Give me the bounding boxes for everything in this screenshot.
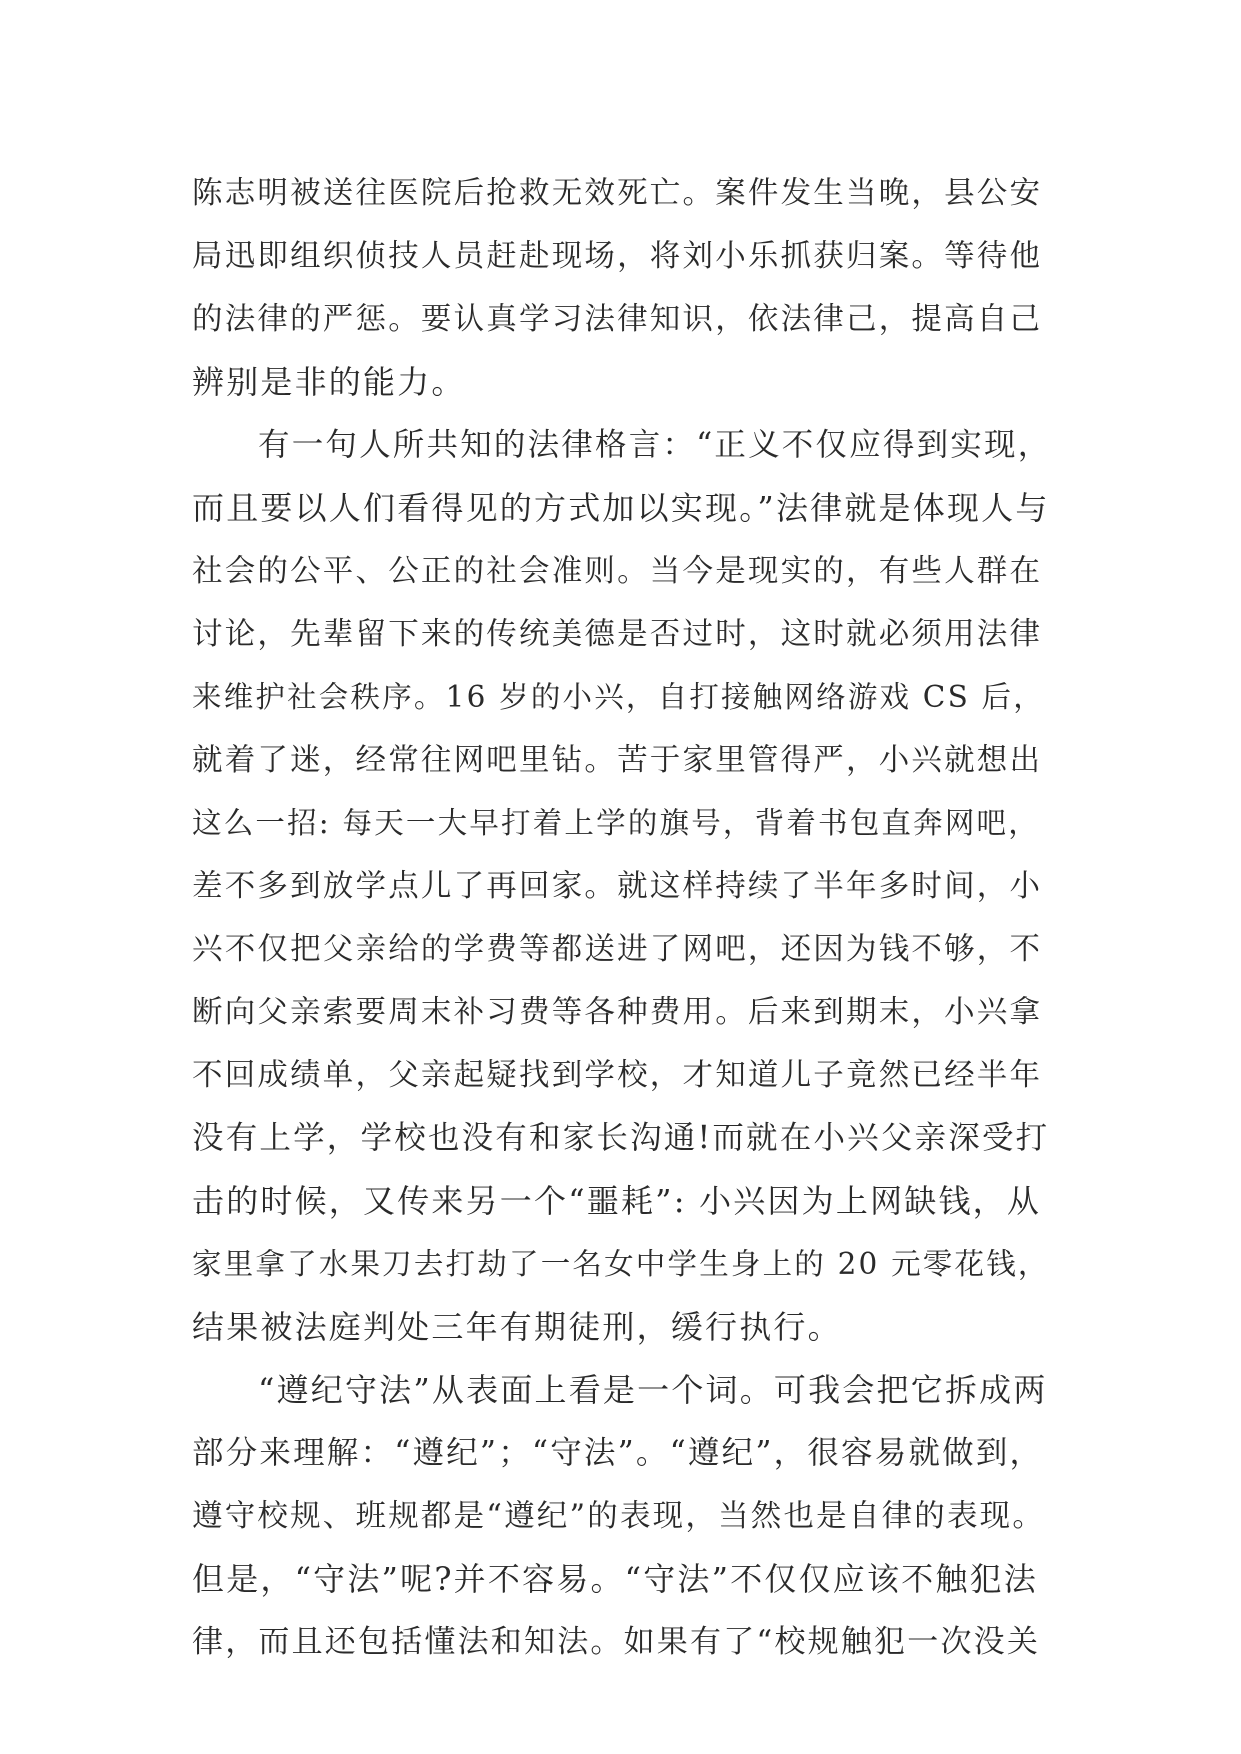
text-line: 就着了迷，经常往网吧里钻。苦于家里管得严，小兴就想出 <box>192 743 1043 778</box>
text-line: 社会的公平、公正的社会准则。当今是现实的，有些人群在 <box>192 554 1043 589</box>
text-line: 没有上学，学校也没有和家长沟通!而就在小兴父亲深受打 <box>192 1120 1050 1156</box>
text-line: 讨论，先辈留下来的传统美德是否过时，这时就必须用法律 <box>192 617 1043 652</box>
text-line: 家里拿了水果刀去打劫了一名女中学生身上的 20 元零花钱， <box>192 1247 1050 1281</box>
text-line: 这么一招: 每天一大早打着上学的旗号，背着书包直奔网吧， <box>192 806 1040 840</box>
text-line: 结果被法庭判处三年有期徒刑，缓行执行。 <box>192 1308 842 1346</box>
text-line: 不回成绩单，父亲起疑找到学校，才知道儿子竟然已经半年 <box>192 1058 1043 1093</box>
text-line: 断向父亲索要周末补习费等各种费用。后来到期末，小兴拿 <box>192 995 1043 1030</box>
text-line: 来维护社会秩序。16 岁的小兴，自打接触网络游戏 CS 后， <box>192 680 1045 714</box>
text-line: 兴不仅把父亲给的学费等都送进了网吧，还因为钱不够，不 <box>192 932 1043 967</box>
text-line: 辨别是非的能力。 <box>192 363 466 401</box>
paragraph-first-line: 有一句人所共知的法律格言：“正义不仅应得到实现， <box>258 427 1052 463</box>
text-line: 律，而且还包括懂法和知法。如果有了“校规触犯一次没关 <box>192 1624 1041 1660</box>
text-line: 部分来理解：“遵纪”；“守法”。“遵纪”，很容易就做到， <box>192 1435 1044 1471</box>
text-line: 击的时候，又传来另一个“噩耗”: 小兴因为上网缺钱，从 <box>192 1182 1042 1220</box>
text-line: 的法律的严惩。要认真学习法律知识，依法律己，提高自己 <box>192 302 1043 337</box>
text-line: 但是，“守法”呢?并不容易。“守法”不仅仅应该不触犯法 <box>192 1560 1038 1598</box>
text-line: 局迅即组织侦技人员赶赴现场，将刘小乐抓获归案。等待他 <box>192 239 1043 274</box>
paragraph-first-line: “遵纪守法”从表面上看是一个词。可我会把它拆成两 <box>258 1371 1048 1409</box>
text-line: 陈志明被送往医院后抢救无效死亡。案件发生当晚，县公安 <box>192 176 1043 211</box>
body-text <box>192 162 1052 1674</box>
text-line: 差不多到放学点儿了再回家。就这样持续了半年多时间，小 <box>192 869 1043 904</box>
text-line: 而且要以人们看得见的方式加以实现。”法律就是体现人与 <box>192 489 1050 527</box>
text-line: 遵守校规、班规都是“遵纪”的表现，当然也是自律的表现。 <box>192 1499 1046 1534</box>
